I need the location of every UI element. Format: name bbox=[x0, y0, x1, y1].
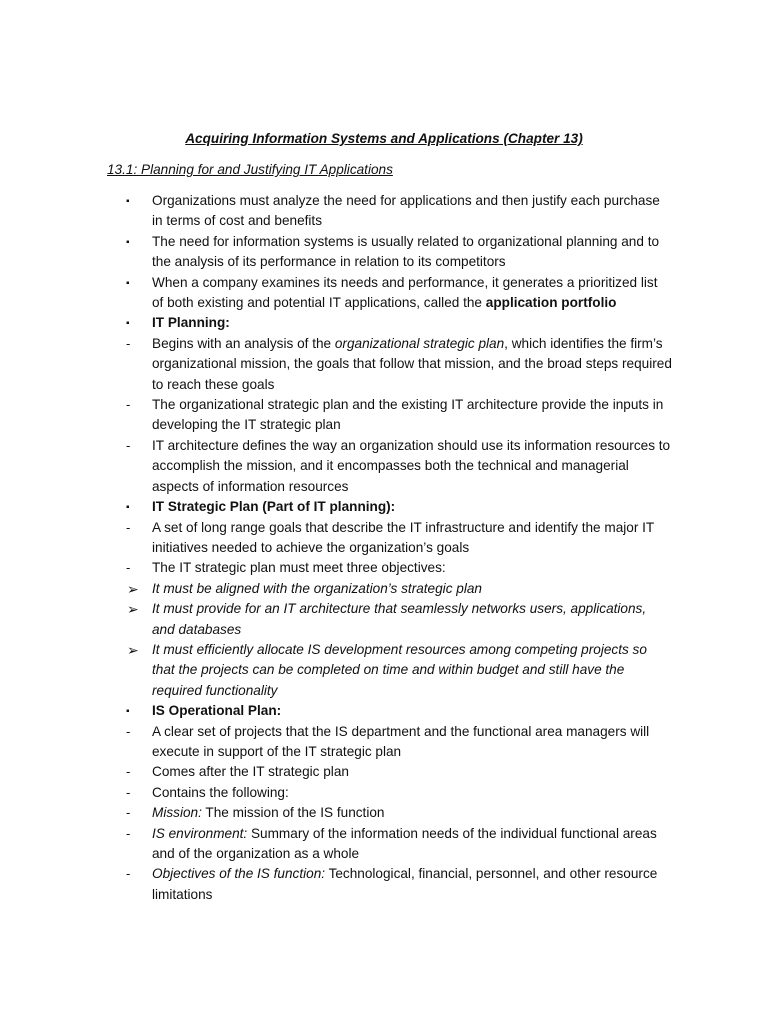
square-bullet-icon: ▪ bbox=[126, 236, 130, 248]
list-item bbox=[0, 701, 672, 721]
list-item-italic: Objectives of the IS function: bbox=[152, 866, 326, 882]
dash-bullet-icon: - bbox=[126, 866, 131, 882]
list-item-text: Organizations must analyze the need for applications and then justify each purchase in terms of cost and benefits bbox=[152, 193, 660, 229]
list-item-bold-tail: application portfolio bbox=[485, 295, 617, 311]
list-item bbox=[0, 436, 672, 497]
list-item bbox=[0, 232, 672, 273]
list-item-tail: , which identifies the firm’s organizational mission, the goals that follow that mission, and the broad steps required to reach these goals bbox=[152, 335, 672, 392]
list-item bbox=[0, 191, 672, 232]
section-heading: 13.1: Planning for and Justifying IT Applications bbox=[107, 162, 393, 177]
list-item bbox=[0, 824, 672, 865]
document-title: Acquiring Information Systems and Applications (Chapter 13) bbox=[185, 131, 583, 146]
dash-bullet-icon: - bbox=[126, 825, 131, 841]
arrow-bullet-icon: ➢ bbox=[127, 601, 139, 618]
arrow-bullet-icon: ➢ bbox=[127, 580, 139, 597]
list-item bbox=[0, 497, 672, 517]
list-item-text: Comes after the IT strategic plan bbox=[152, 764, 349, 780]
list-item bbox=[0, 640, 672, 701]
list-item-italic: It must be aligned with the organization’s strategic plan bbox=[152, 580, 482, 596]
dash-bullet-icon: - bbox=[126, 723, 131, 739]
list-item-italic: It must efficiently allocate IS development resources among competing projects so that the projects can be completed on time and within budget and still have the required functionality bbox=[152, 641, 647, 698]
dash-bullet-icon: - bbox=[126, 519, 131, 535]
list-item-text: The IT strategic plan must meet three objectives: bbox=[152, 560, 446, 576]
bullet-list bbox=[0, 191, 768, 905]
list-item bbox=[0, 334, 672, 395]
list-item bbox=[0, 803, 672, 823]
list-item-text: A clear set of projects that the IS department and the functional area managers will execute in support of the IT strategic plan bbox=[152, 723, 650, 759]
list-item bbox=[0, 273, 672, 314]
dash-bullet-icon: - bbox=[126, 784, 131, 800]
list-item bbox=[0, 395, 672, 436]
list-item-text: Contains the following: bbox=[152, 784, 289, 800]
list-item-bold: IT Planning: bbox=[152, 315, 230, 331]
square-bullet-icon: ▪ bbox=[126, 706, 130, 718]
list-item bbox=[0, 599, 672, 640]
dash-bullet-icon: - bbox=[126, 805, 131, 821]
list-item bbox=[0, 579, 672, 599]
list-item-text: The need for information systems is usually related to organizational planning and to the analysis of its performance in relation to its competitors bbox=[152, 233, 660, 270]
square-bullet-icon: ▪ bbox=[126, 318, 130, 330]
list-item-text: Begins with an analysis of the bbox=[152, 335, 335, 351]
square-bullet-icon: ▪ bbox=[126, 277, 130, 289]
list-item-italic: IS environment: bbox=[152, 825, 248, 841]
list-item bbox=[0, 783, 672, 803]
list-item-tail: Summary of the information needs of the individual functional areas and of the organization as a whole bbox=[152, 825, 657, 861]
list-item bbox=[0, 864, 672, 905]
list-item-tail: The mission of the IS function bbox=[201, 805, 385, 821]
list-item-text: IT architecture defines the way an organization should use its information resources to accomplish the mission, and it encompasses both the technical and managerial aspects of information resources bbox=[152, 437, 671, 494]
list-item-bold: IS Operational Plan: bbox=[152, 703, 282, 719]
list-item-italic: Mission: bbox=[152, 805, 202, 821]
list-item-italic-mid: organizational strategic plan bbox=[334, 335, 505, 351]
list-item bbox=[0, 722, 672, 763]
dash-bullet-icon: - bbox=[126, 397, 131, 413]
list-item bbox=[0, 558, 672, 578]
list-item bbox=[0, 313, 672, 333]
square-bullet-icon: ▪ bbox=[126, 196, 130, 207]
list-item-text: The organizational strategic plan and the existing IT architecture provide the inputs in developing the IT strategic plan bbox=[152, 397, 664, 433]
arrow-bullet-icon: ➢ bbox=[127, 641, 139, 658]
list-item-bold: IT Strategic Plan (Part of IT planning): bbox=[152, 499, 396, 515]
dash-bullet-icon: - bbox=[126, 560, 131, 576]
list-item bbox=[0, 762, 672, 782]
square-bullet-icon: ▪ bbox=[126, 502, 130, 514]
dash-bullet-icon: - bbox=[126, 764, 131, 780]
list-item-text: When a company examines its needs and performance, it generates a prioritized list of both existing and potential IT applications, called the bbox=[152, 274, 658, 311]
dash-bullet-icon: - bbox=[126, 335, 131, 351]
dash-bullet-icon: - bbox=[126, 437, 131, 453]
list-item-tail: Technological, financial, personnel, and other resource limitations bbox=[152, 866, 658, 902]
list-item-italic: It must provide for an IT architecture that seamlessly networks users, applications, and databases bbox=[152, 601, 647, 637]
list-item-text: A set of long range goals that describe the IT infrastructure and identify the major IT initiatives needed to achieve the organization’s goals bbox=[152, 519, 654, 555]
list-item bbox=[0, 518, 672, 559]
